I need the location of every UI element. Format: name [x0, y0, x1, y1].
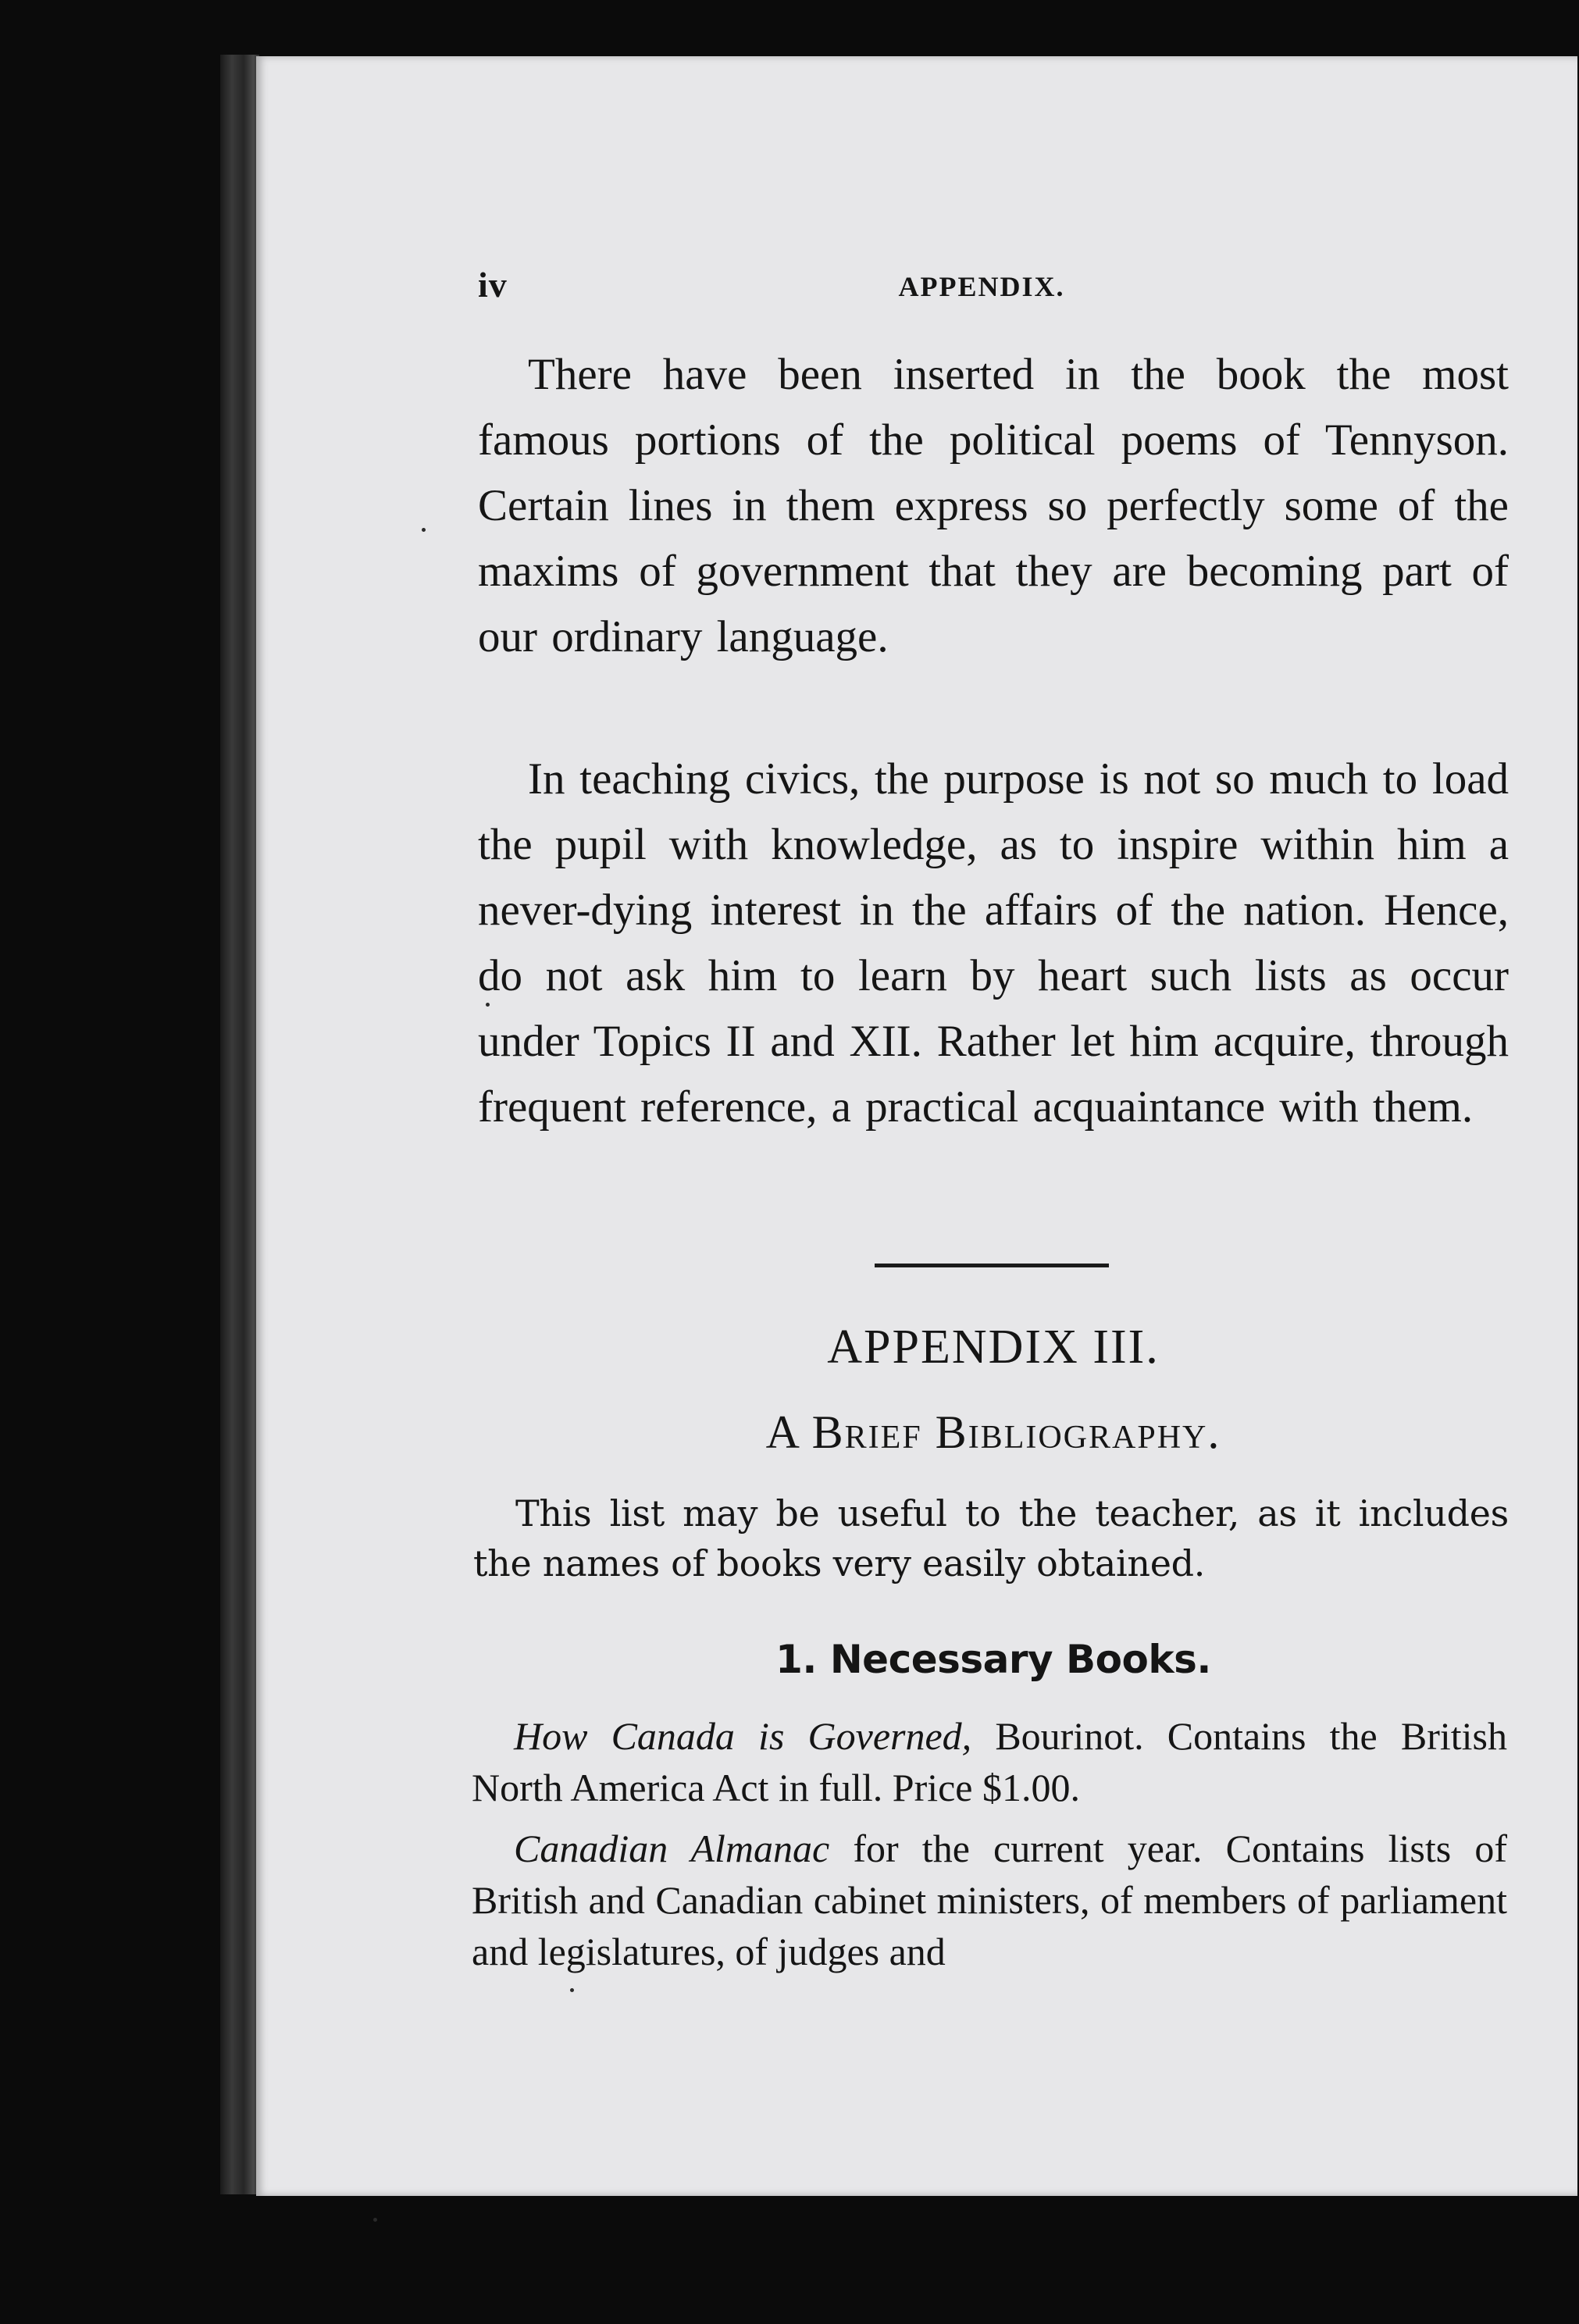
page-header — [478, 264, 1509, 311]
body-paragraph-1: There have been inserted in the book the most famous portions of the political poems of Tennyson. Certain lines in them express so perfectly some of the maxims of government that they are becoming part of our ordinary language. — [478, 350, 1509, 661]
bibliography-intro: This list may be useful to the teacher, as it includes the names of books very easily obtained. — [473, 1492, 1509, 1584]
running-head: APPENDIX. — [898, 271, 1065, 302]
entry-text: Bourinot. Contains the British North America Act in full. Price $1.00. — [472, 1714, 1507, 1809]
print-speck — [486, 1003, 490, 1007]
appendix-subtitle: A Brief Bibliography. — [765, 1406, 1221, 1458]
appendix-title: APPENDIX III. — [827, 1321, 1160, 1374]
print-speck — [570, 1988, 574, 1992]
book-title: How Canada is Governed, — [514, 1714, 972, 1758]
body-paragraph-2: In teaching civics, the purpose is not so much to load the pupil with knowledge, as to inspire within him a never-dying interest in the affairs of the nation. Hence, do not ask him to learn by heart such lists as occur under Topics II and XII. Rather let him acquire, through frequent reference, a practical acquaintance with them. — [478, 754, 1509, 1132]
bibliography-entry — [472, 1710, 1507, 1813]
bibliography-entry — [472, 1823, 1507, 1977]
entry-text: for the current year. Contains lists of British and Canadian cabinet ministers, of members of parliament and legislatures, of judges and — [472, 1827, 1507, 1973]
book-spine-edge — [220, 55, 259, 2194]
section-divider-rule — [875, 1264, 1109, 1267]
page-number: iv — [478, 265, 508, 305]
section-heading: 1. Necessary Books. — [775, 1637, 1211, 1682]
print-speck — [422, 528, 426, 532]
print-speck — [373, 2218, 377, 2222]
book-title: Canadian Almanac — [514, 1827, 830, 1870]
